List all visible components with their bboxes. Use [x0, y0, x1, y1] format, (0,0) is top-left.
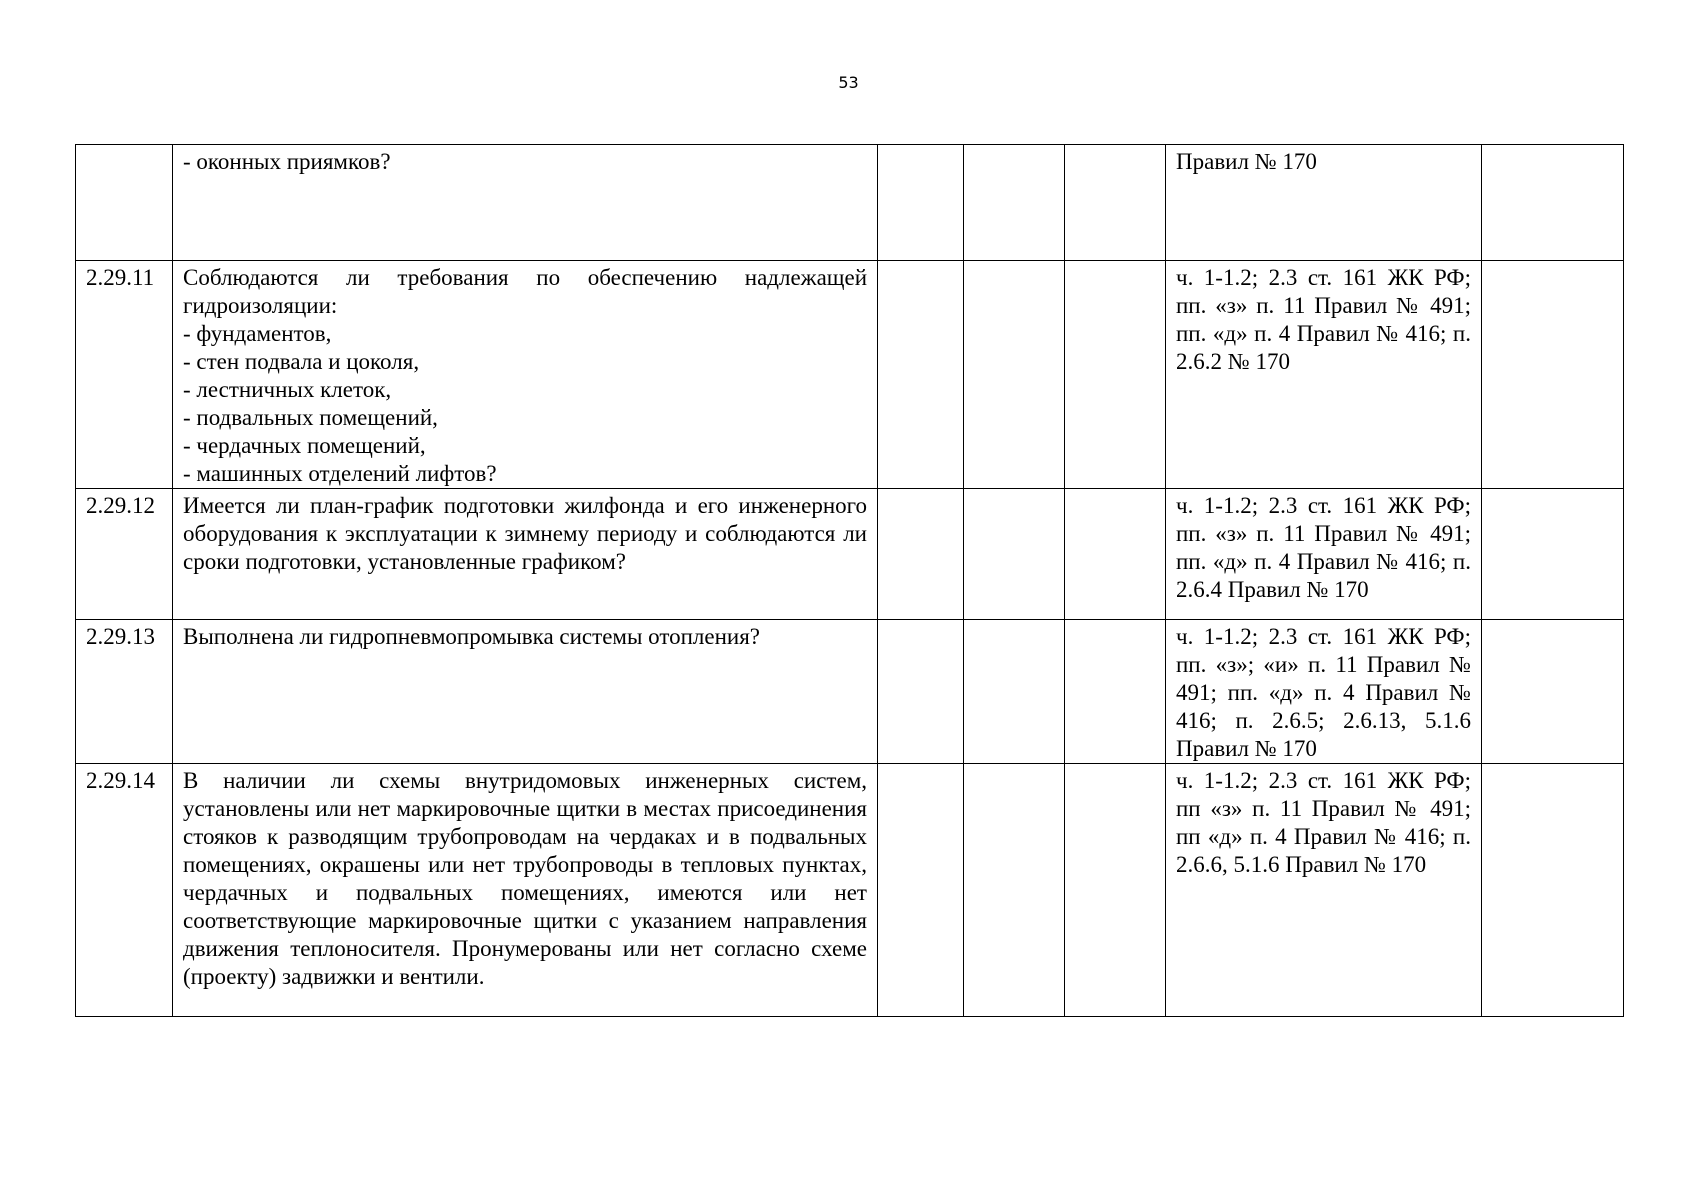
empty-cell	[964, 489, 1065, 620]
item-number-cell: 2.29.13	[76, 620, 173, 764]
question-cell	[173, 145, 878, 261]
question-cell: В наличии ли схемы внутридомовых инженерных систем, установлены или нет маркировочные щитки в местах присоединения стояков к разводящим трубопроводам на чердаках и в подвальных помещениях, окрашены или нет трубопроводы в тепловых пунктах, чердачных и подвальных помещениях, имеются или нет соответствующие маркировочные щитки с указанием направления движения теплоносителя. Пронумерованы или нет согласно схеме (проекту) задвижки и вентили.	[173, 764, 878, 1017]
empty-cell	[1482, 489, 1624, 620]
table-row	[76, 261, 1624, 489]
empty-cell	[1065, 145, 1166, 261]
empty-cell	[878, 145, 964, 261]
empty-cell	[1482, 764, 1624, 1017]
reference-cell: ч. 1-1.2; 2.3 ст. 161 ЖК РФ; пп. «з»; «и» п. 11 Правил № 491; пп. «д» п. 4 Правил № 416; п. 2.6.5; 2.6.13, 5.1.6 Правил № 170	[1166, 620, 1482, 764]
empty-cell	[1065, 764, 1166, 1017]
item-number-cell: 2.29.12	[76, 489, 173, 620]
question-line: - стен подвала и цоколя,	[183, 349, 420, 374]
question-cell: Выполнена ли гидропневмопромывка системы отопления?	[173, 620, 878, 764]
empty-cell	[964, 620, 1065, 764]
question-line: - машинных отделений лифтов?	[183, 461, 497, 486]
empty-cell	[1065, 620, 1166, 764]
question-line: - фундаментов,	[183, 321, 332, 346]
empty-cell	[878, 764, 964, 1017]
empty-cell	[964, 261, 1065, 489]
question-line: Соблюдаются ли требования по обеспечению надлежащей	[183, 265, 867, 290]
question-line: гидроизоляции:	[183, 293, 338, 318]
question-line: - оконных приямков?	[183, 149, 391, 174]
question-line: - подвальных помещений,	[183, 405, 438, 430]
reference-cell: ч. 1-1.2; 2.3 ст. 161 ЖК РФ; пп «з» п. 11 Правил № 491; пп «д» п. 4 Правил № 416; п. 2.6.6, 5.1.6 Правил № 170	[1166, 764, 1482, 1017]
table-row	[76, 764, 1624, 1017]
table-row	[76, 620, 1624, 764]
item-number-cell: 2.29.14	[76, 764, 173, 1017]
empty-cell	[1482, 145, 1624, 261]
reference-cell: Правил № 170	[1166, 145, 1482, 261]
question-line: - лестничных клеток,	[183, 377, 392, 402]
table-row	[76, 145, 1624, 261]
empty-cell	[878, 620, 964, 764]
empty-cell	[878, 489, 964, 620]
empty-cell	[964, 145, 1065, 261]
empty-cell	[1065, 489, 1166, 620]
page-number: 53	[838, 73, 859, 92]
item-number-cell: 2.29.11	[76, 261, 173, 489]
reference-cell: ч. 1-1.2; 2.3 ст. 161 ЖК РФ; пп. «з» п. 11 Правил № 491; пп. «д» п. 4 Правил № 416; п. 2.6.2 № 170	[1166, 261, 1482, 489]
empty-cell	[1482, 620, 1624, 764]
reference-cell: ч. 1-1.2; 2.3 ст. 161 ЖК РФ; пп. «з» п. 11 Правил № 491; пп. «д» п. 4 Правил № 416; п. 2.6.4 Правил № 170	[1166, 489, 1482, 620]
question-cell: Имеется ли план-график подготовки жилфонда и его инженерного оборудования к эксплуатации к зимнему периоду и соблюдаются ли сроки подготовки, установленные графиком?	[173, 489, 878, 620]
empty-cell	[878, 261, 964, 489]
table-row	[76, 489, 1624, 620]
empty-cell	[1065, 261, 1166, 489]
empty-cell	[964, 764, 1065, 1017]
question-cell	[173, 261, 878, 489]
question-line: - чердачных помещений,	[183, 433, 426, 458]
empty-cell	[1482, 261, 1624, 489]
item-number-cell	[76, 145, 173, 261]
checklist-table	[75, 144, 1624, 1017]
